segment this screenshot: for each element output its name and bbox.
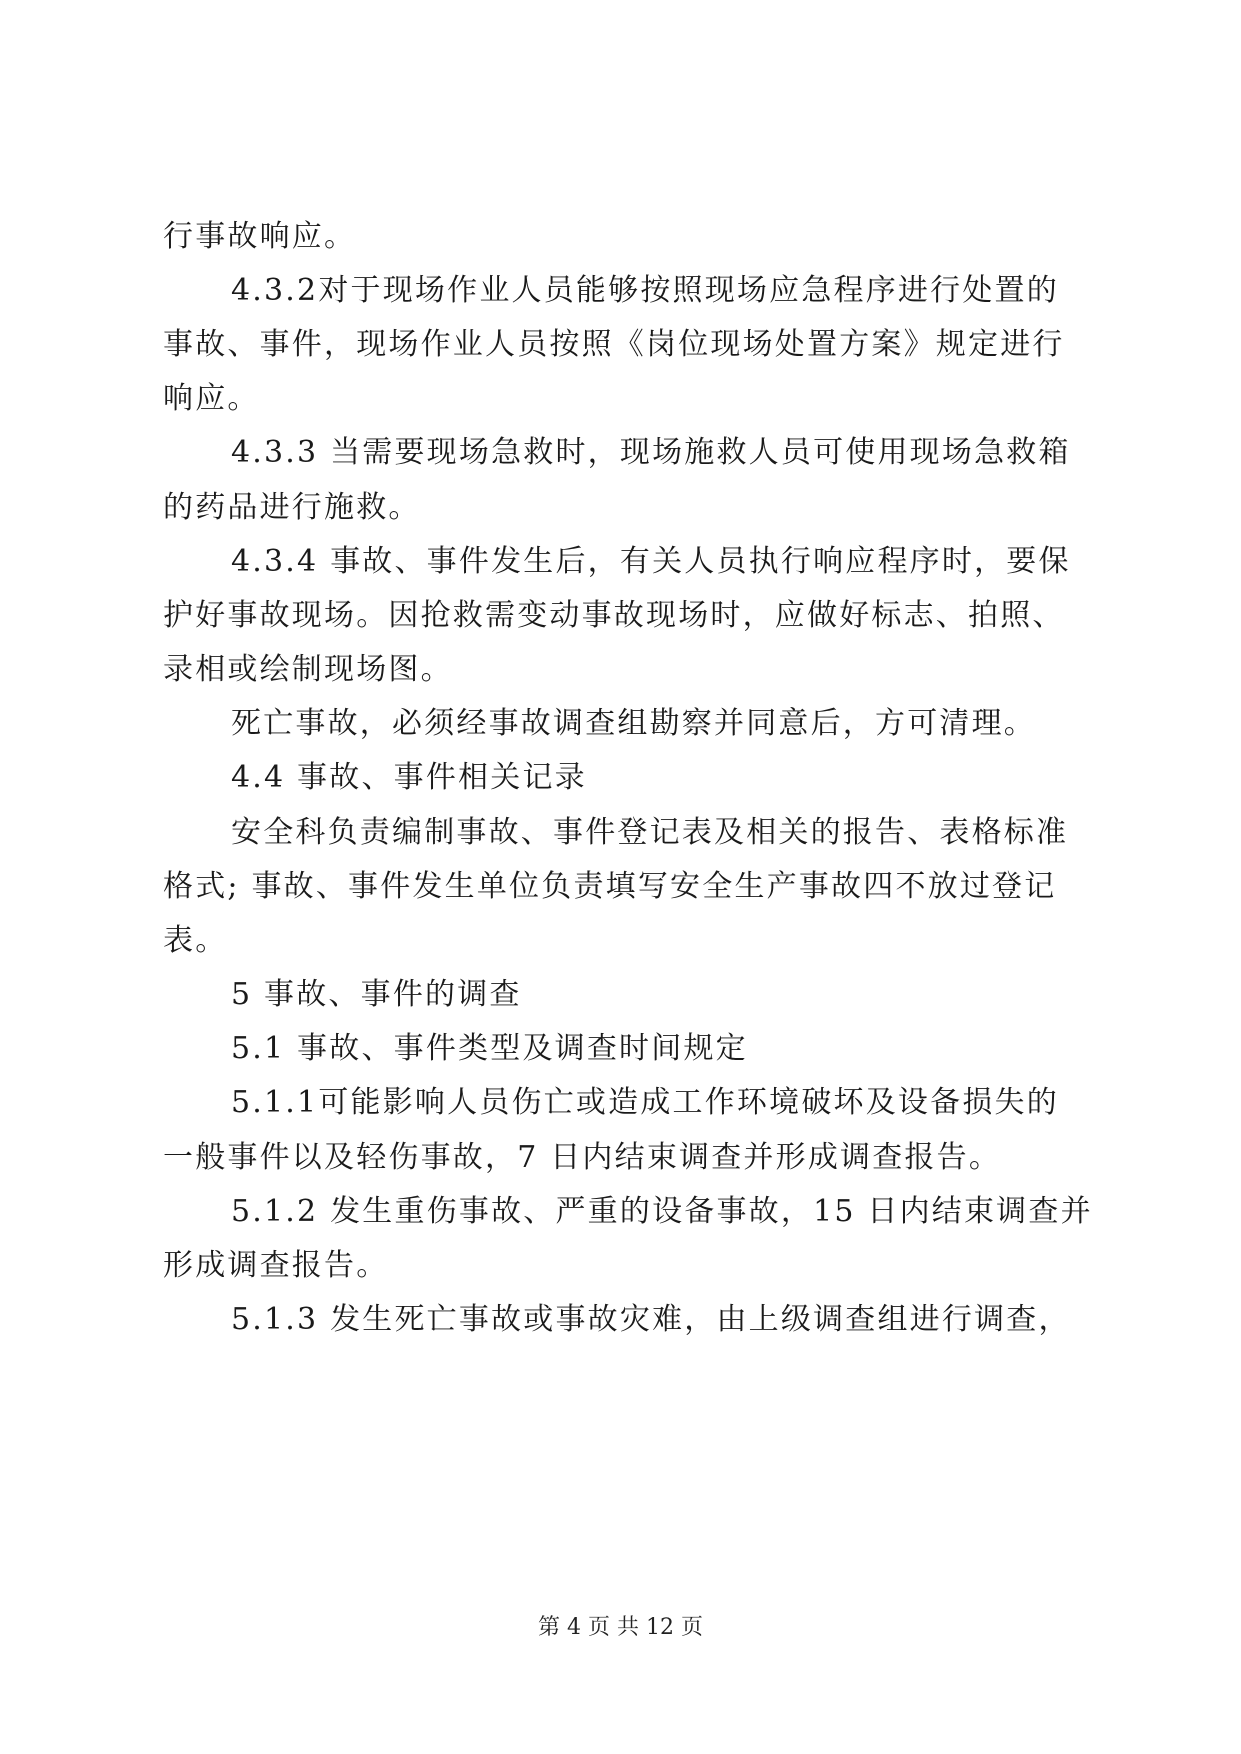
text-line: 一般事件以及轻伤事故，7 日内结束调查并形成调查报告。 xyxy=(163,1140,1002,1175)
text-line: 格式; 事故、事件发生单位负责填写安全生产事故四不放过登记 xyxy=(163,869,1057,904)
text-line: 5.1.2 发生重伤事故、严重的设备事故，15 日内结束调查并 xyxy=(231,1194,1093,1229)
text-line: 响应。 xyxy=(163,381,260,416)
text-line: 死亡事故，必须经事故调查组勘察并同意后，方可清理。 xyxy=(231,706,1036,741)
text-line: 安全科负责编制事故、事件登记表及相关的报告、表格标准 xyxy=(231,815,1069,850)
text-line: 5.1.1可能影响人员伤亡或造成工作环境破坏及设备损失的 xyxy=(231,1085,1059,1120)
text-line: 5.1.3 发生死亡事故或事故灾难，由上级调查组进行调查， xyxy=(231,1302,1071,1337)
text-line: 4.3.2对于现场作业人员能够按照现场应急程序进行处置的 xyxy=(231,273,1059,308)
text-line: 行事故响应。 xyxy=(163,219,357,254)
section-heading: 5 事故、事件的调查 xyxy=(231,977,522,1012)
section-heading: 4.4 事故、事件相关记录 xyxy=(231,760,587,795)
text-line: 表。 xyxy=(163,923,228,958)
text-line: 的药品进行施救。 xyxy=(163,490,421,525)
text-line: 4.3.4 事故、事件发生后，有关人员执行响应程序时，要保 xyxy=(231,544,1071,579)
text-line: 护好事故现场。因抢救需变动事故现场时，应做好标志、拍照、 xyxy=(163,598,1065,633)
text-line: 形成调查报告。 xyxy=(163,1248,389,1283)
page-footer: 第 4 页 共 12 页 xyxy=(538,1615,703,1640)
section-heading: 5.1 事故、事件类型及调查时间规定 xyxy=(231,1031,748,1066)
text-line: 录相或绘制现场图。 xyxy=(163,652,453,687)
text-line: 事故、事件，现场作业人员按照《岗位现场处置方案》规定进行 xyxy=(163,327,1065,362)
text-line: 4.3.3 当需要现场急救时，现场施救人员可使用现场急救箱 xyxy=(231,435,1071,470)
